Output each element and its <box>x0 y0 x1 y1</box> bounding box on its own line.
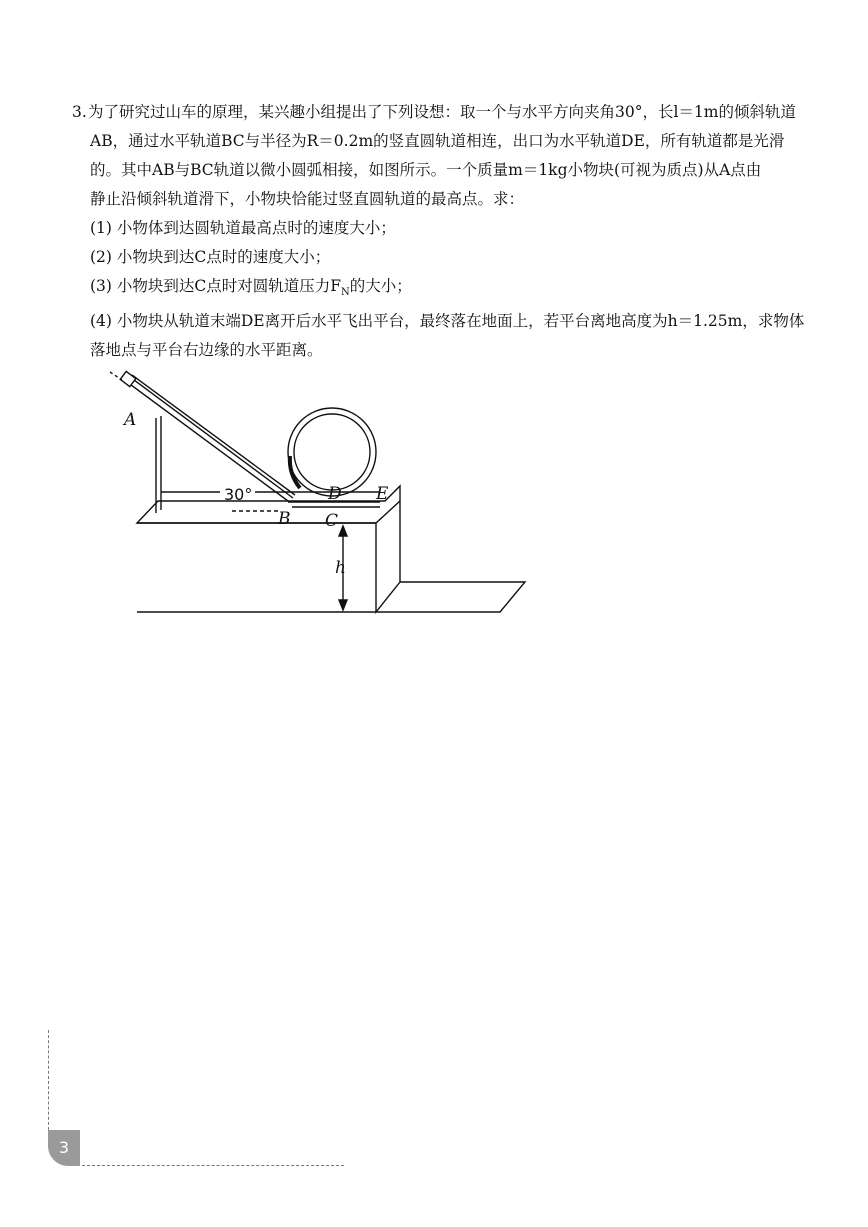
problem-intro-line-2: AB，通过水平轨道BC与半径为R＝0.2m的竖直圆轨道相连，出口为水平轨道DE，所有轨道都是光滑 <box>90 132 785 150</box>
problem-intro-line-1: 3.为了研究过山车的原理，某兴趣小组提出了下列设想：取一个与水平方向夹角30°，长l＝1m的倾斜轨道 <box>72 98 812 127</box>
subscript-n: N <box>341 287 350 299</box>
problem-intro-line-3: 的。其中AB与BC轨道以微小圆弧相接，如图所示。一个质量m＝1kg小物块(可视为质点)从A点由 <box>90 161 762 179</box>
problem-intro-line-4: 静止沿倾斜轨道滑下，小物块恰能过竖直圆轨道的最高点。求： <box>90 190 525 208</box>
label-h: h <box>335 558 346 578</box>
incline-track <box>127 382 288 501</box>
ground-line <box>137 582 525 612</box>
loop-outer <box>288 408 376 496</box>
problem-number: 3. <box>72 103 87 121</box>
problem-3 <box>72 98 812 365</box>
roller-coaster-figure <box>100 368 530 618</box>
margin-dash-vertical <box>48 1030 49 1130</box>
angle-label: 30° <box>224 485 253 504</box>
question-3: (3) 小物块到达C点时对圆轨道压力$F_N$的大小； <box>90 277 412 299</box>
question-4-line-2: 落地点与平台右边缘的水平距离。 <box>90 341 323 360</box>
question-4-line-1: (4) 小物块从轨道末端DE离开后水平飞出平台，最终落在地面上，若平台离地高度为h＝1.25m，求物体 <box>90 312 805 331</box>
label-d: D <box>328 484 342 504</box>
label-c: C <box>325 511 339 531</box>
label-a: A <box>124 410 137 430</box>
loop-inner <box>294 414 370 490</box>
label-e: E <box>376 484 389 504</box>
page-number-badge <box>48 1130 80 1166</box>
margin-dash-horizontal <box>82 1165 344 1166</box>
page-number: 3 <box>58 1138 70 1157</box>
platform <box>137 486 400 612</box>
block <box>120 371 136 386</box>
label-b: B <box>278 509 291 529</box>
question-1: (1) 小物体到达圆轨道最高点时的速度大小； <box>90 219 396 237</box>
question-2: (2) 小物块到达C点时的速度大小； <box>90 248 331 266</box>
